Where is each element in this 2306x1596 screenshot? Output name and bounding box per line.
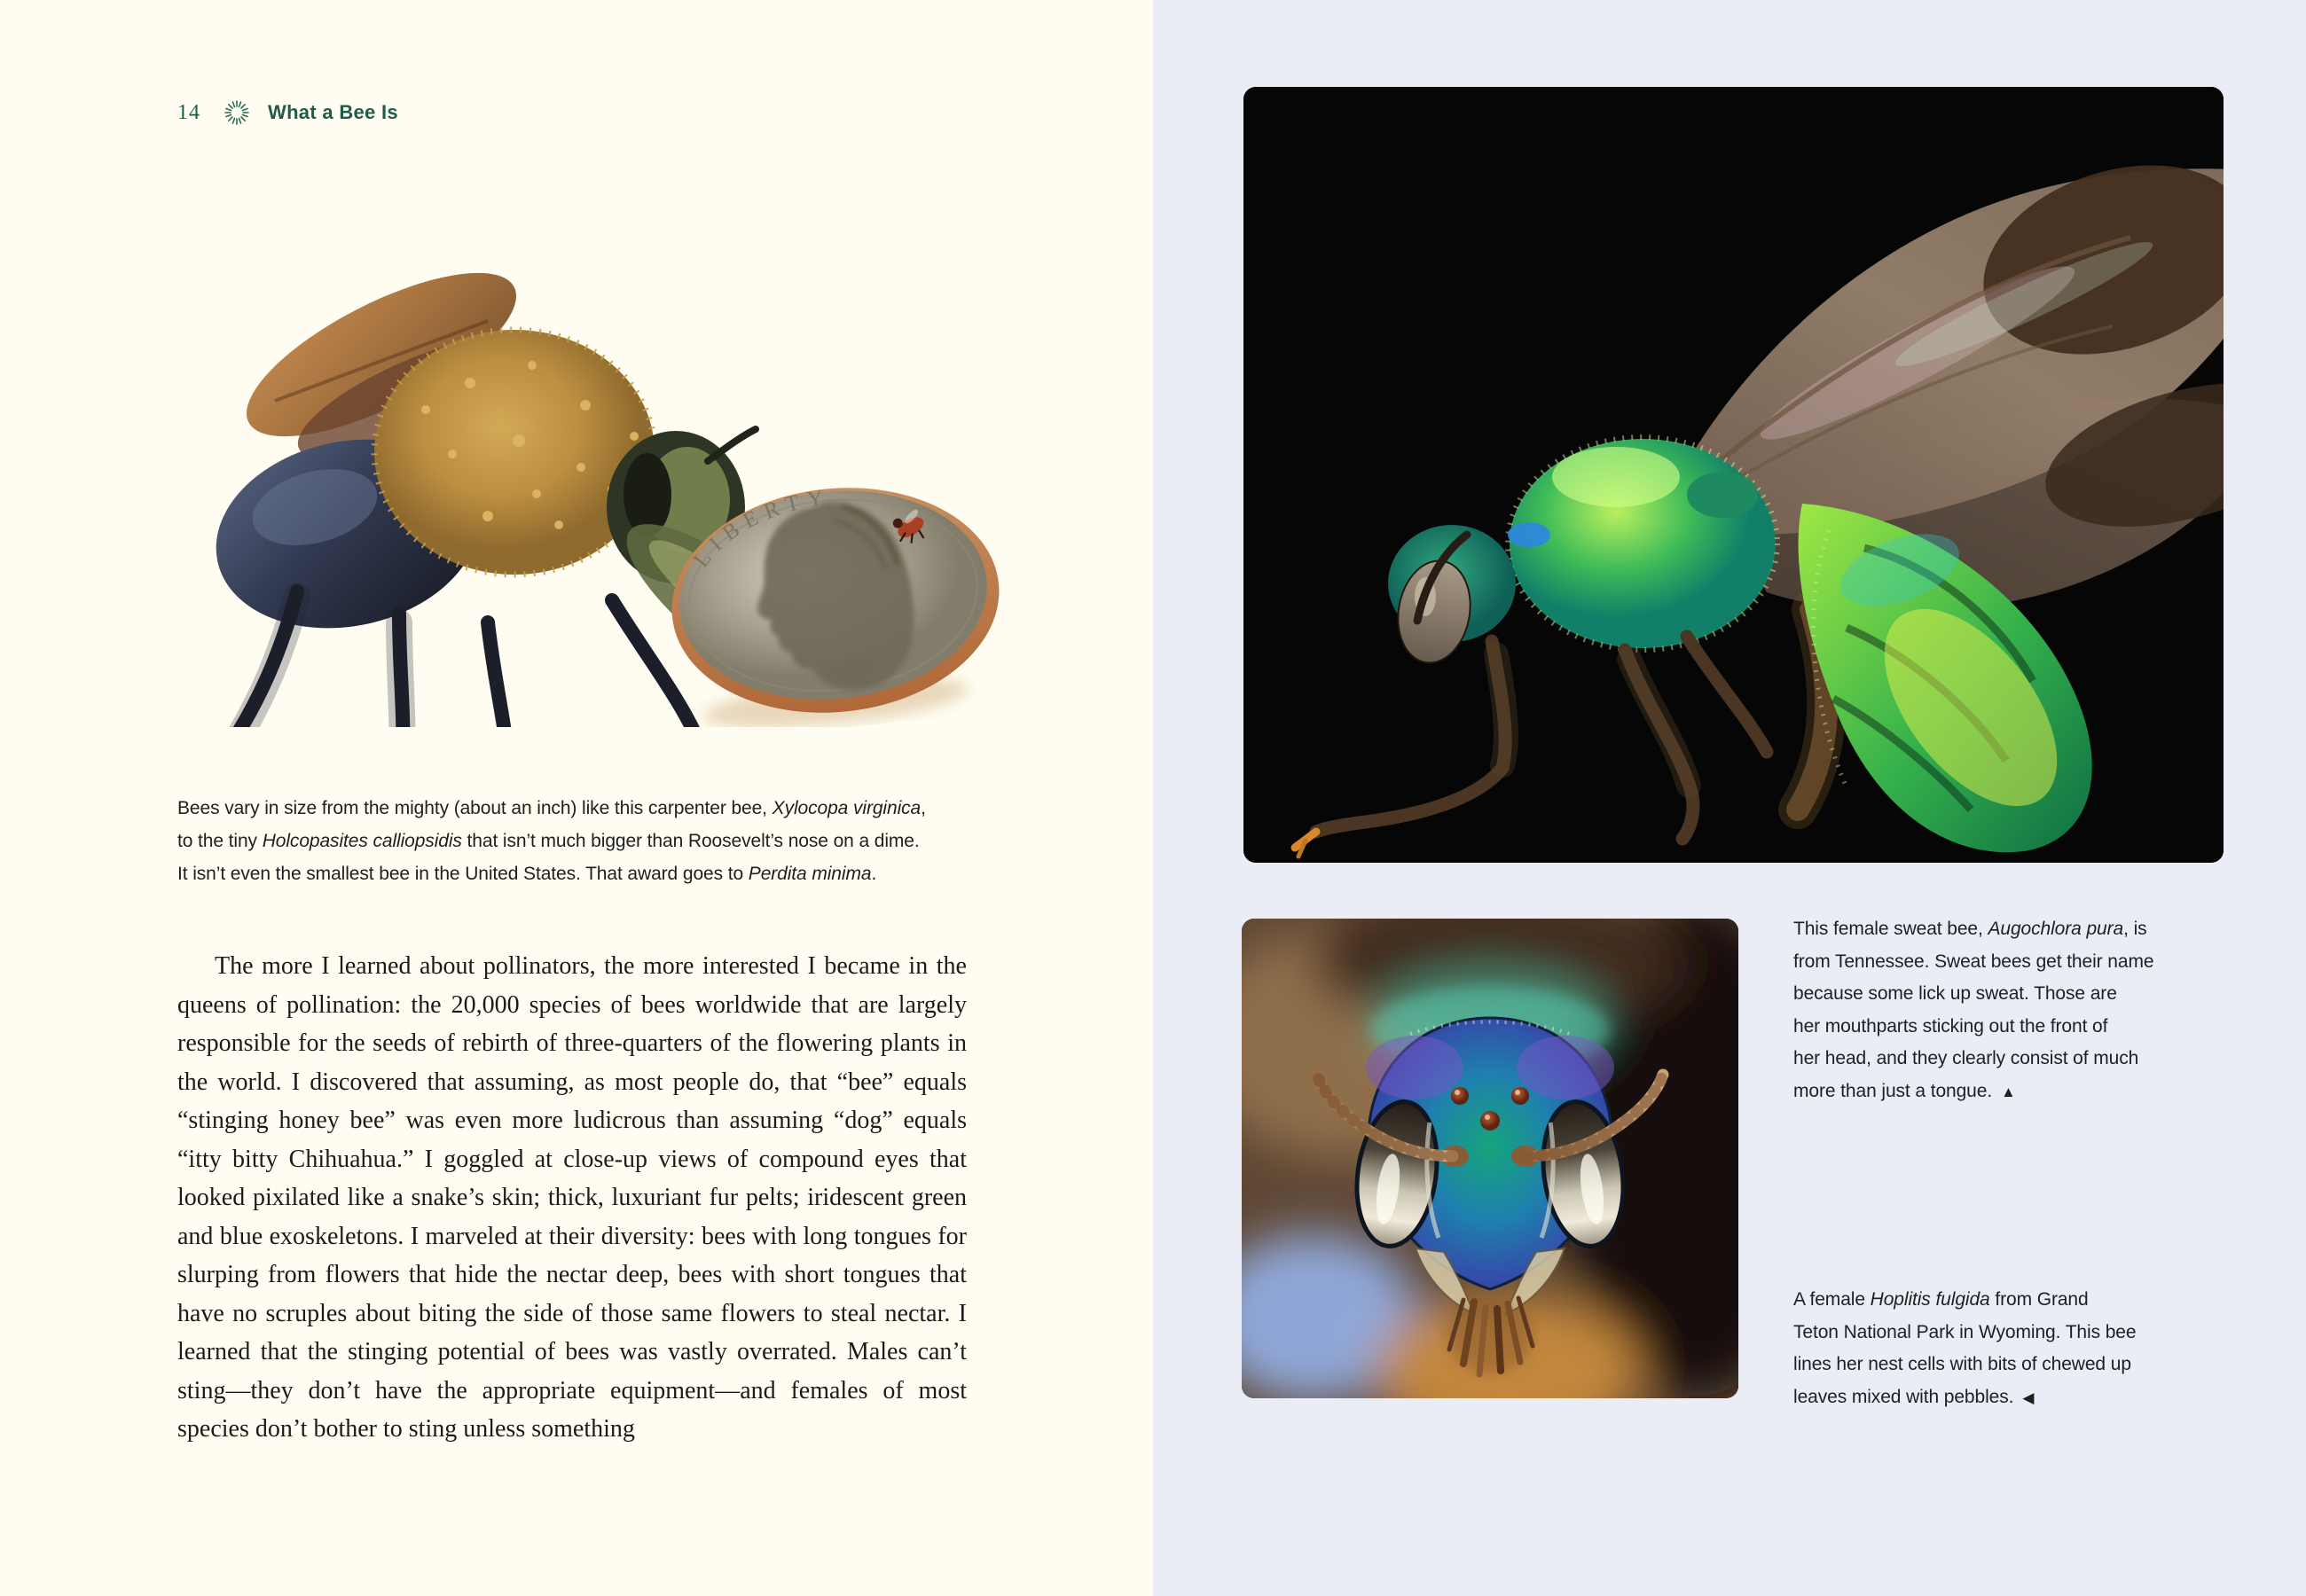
page-number: 14 — [177, 100, 200, 124]
figure-caption-left: Bees vary in size from the mighty (about an inch) like this carpenter bee, Xylocopa virginica, to the tiny Holcopasites calliopsidis that isn’t much bigger than Roosevelt’s nose on a dime. It isn’t even the smallest bee in the United States. That award goes to Perdita minima. — [177, 798, 926, 884]
green-bee-photo — [1243, 87, 2224, 863]
carpenter-bee-illustration — [115, 241, 1011, 727]
right-page — [1153, 0, 2306, 1596]
carpenter-bee-figure — [115, 241, 1011, 727]
chapter-title: What a Bee Is — [268, 101, 398, 123]
running-head — [177, 99, 398, 126]
green-bee-illustration — [1243, 87, 2224, 863]
caption-hoplitis: A female Hoplitis fulgida from Grand Teton National Park in Wyoming. This bee lines her nest cells with bits of chewed up leaves mixed with pebbles. ◀ — [1793, 1289, 2137, 1407]
sunburst-ornament-icon — [224, 99, 250, 126]
bee-face-illustration — [1242, 919, 1738, 1398]
coin-liberty-text: LIBERTY — [689, 485, 833, 573]
caption-sweat-bee: This female sweat bee, Augochlora pura, is from Tennessee. Sweat bees get their name because some lick up sweat. Those are her mouthparts sticking out the front of her head, and they clearly consist of much more than just a tongue. ▲ — [1793, 919, 2154, 1101]
body-paragraph: The more I learned about pollinators, the more interested I became in the queens of pollination: the 20,000 species of bees worldwide that are largely responsible for the seeds of rebirth of three-quarters of the flowering plants in the world. I discovered that assuming, as most people do, that “bee” equals “stinging honey bee” was even more ludicrous than assuming “dog” equals “itty bitty Chihuahua.” I goggled at close-up views of compound eyes that looked pixilated like a snake’s skin; thick, luxuriant fur pelts; iridescent green and blue exoskeletons. I marveled at their diversity: bees with long tongues for slurping from flowers that hide the nectar deep, bees with short tongues that have no scruples about biting the side of those same flowers to steal nectar. I learned that the stinging potential of bees was vastly overrated. Males can’t sting—they don’t have the appropriate equipment—and females of most species don’t bother to sting unless something — [177, 952, 967, 1443]
bee-face-photo — [1242, 919, 1738, 1398]
